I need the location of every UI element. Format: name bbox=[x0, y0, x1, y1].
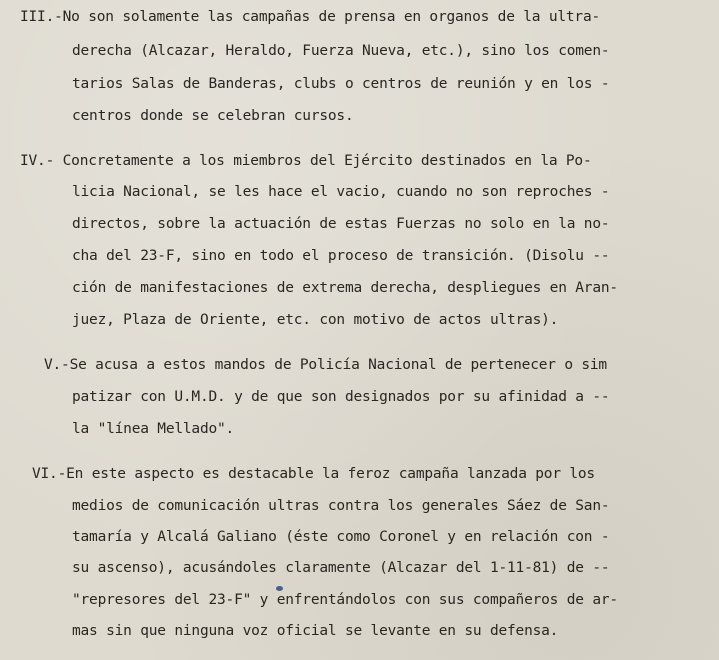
text-line: directos, sobre la actuación de estas Fuerzas no solo en la no- bbox=[72, 216, 610, 232]
text-line: IV.- Concretamente a los miembros del Ejército destinados en la Po- bbox=[20, 153, 592, 169]
text-line: su ascenso), acusándoles claramente (Alcazar del 1-11-81) de -- bbox=[72, 560, 610, 576]
text-line: derecha (Alcazar, Heraldo, Fuerza Nueva, etc.), sino los comen- bbox=[72, 43, 610, 59]
text-line: la "línea Mellado". bbox=[72, 421, 235, 437]
text-line: VI.-En este aspecto es destacable la feroz campaña lanzada por los bbox=[32, 466, 595, 482]
text-line: "represores del 23-F" y enfrentándolos con sus compañeros de ar- bbox=[72, 592, 618, 608]
text-line: licia Nacional, se les hace el vacio, cuando no son reproches - bbox=[72, 184, 610, 200]
text-line: tarios Salas de Banderas, clubs o centros de reunión y en los - bbox=[72, 76, 610, 92]
text-line: III.-No son solamente las campañas de prensa en organos de la ultra- bbox=[20, 9, 601, 25]
text-line: V.-Se acusa a estos mandos de Policía Nacional de pertenecer o sim bbox=[44, 357, 607, 373]
text-line: medios de comunicación ultras contra los generales Sáez de San- bbox=[72, 498, 610, 514]
text-line: juez, Plaza de Oriente, etc. con motivo de actos ultras). bbox=[72, 312, 559, 328]
text-line: mas sin que ninguna voz oficial se levante en su defensa. bbox=[72, 623, 559, 639]
text-line: centros donde se celebran cursos. bbox=[72, 108, 354, 124]
text-line: patizar con U.M.D. y de que son designados por su afinidad a -- bbox=[72, 389, 610, 405]
ink-mark-icon bbox=[276, 586, 283, 591]
text-line: tamaría y Alcalá Galiano (éste como Coronel y en relación con - bbox=[72, 529, 610, 545]
text-line: cha del 23-F, sino en todo el proceso de transición. (Disolu -- bbox=[72, 248, 610, 264]
text-line: ción de manifestaciones de extrema derecha, despliegues en Aran- bbox=[72, 280, 618, 296]
